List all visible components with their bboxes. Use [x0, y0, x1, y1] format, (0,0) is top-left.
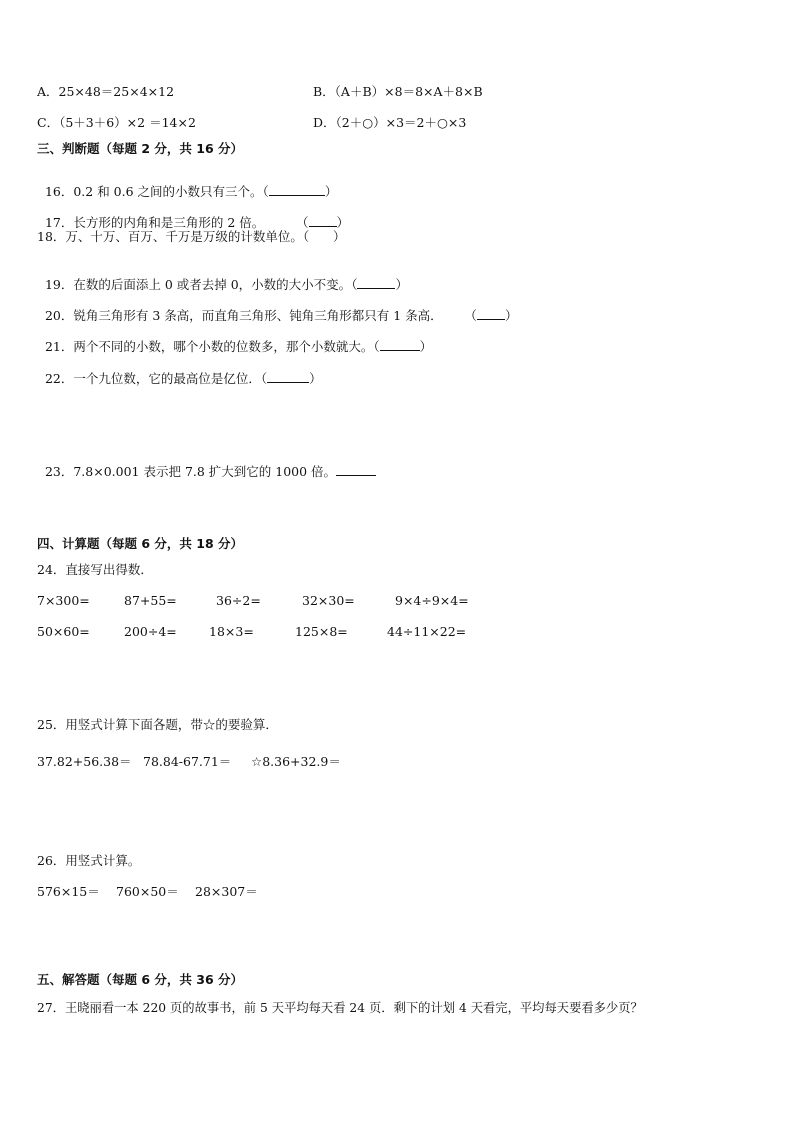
answer-paren-16: （ ）: [262, 184, 338, 199]
answer-blank-23[interactable]: [336, 463, 376, 476]
question-22: [37, 354, 322, 387]
calc-24-2: 87+55=: [124, 593, 177, 608]
question-16: [37, 167, 337, 200]
calc-24-5: 9×4÷9×4=: [395, 593, 469, 608]
question-23: [37, 447, 376, 480]
question-18: 18．万、十万、百万、千万是万级的计数单位。（ ）: [37, 229, 346, 244]
section-4-title: 四、计算题（每题 6 分，共 18 分）: [37, 536, 244, 551]
answer-paren-19: （ ）: [351, 277, 408, 292]
answer-paren-20: （ ）: [470, 308, 518, 323]
calc-24-9: 125×8=: [295, 624, 348, 639]
question-19-text: 19．在数的后面添上 0 或者去掉 0，小数的大小不变。: [44, 277, 352, 292]
option-b: B．（A＋B）×8＝8×A＋8×B: [313, 84, 483, 99]
answer-blank-17[interactable]: [309, 214, 337, 227]
calc-24-1: 7×300=: [37, 593, 90, 608]
calc-24-7: 200÷4=: [124, 624, 177, 639]
calc-24-6: 50×60=: [37, 624, 90, 639]
question-26-title: 26．用竖式计算。: [37, 853, 141, 868]
question-20: [37, 291, 517, 324]
answer-blank-20[interactable]: [477, 307, 505, 320]
answer-blank-19[interactable]: [357, 276, 395, 289]
calc-24-4: 32×30=: [302, 593, 355, 608]
section-3-title: 三、判断题（每题 2 分，共 16 分）: [37, 141, 244, 156]
calc-26-2: 760×50＝: [116, 884, 179, 899]
question-22-text: 22．一个九位数，它的最高位是亿位．: [44, 371, 261, 386]
answer-blank-21[interactable]: [380, 338, 420, 351]
question-24-title: 24．直接写出得数．: [37, 562, 153, 577]
answer-paren-22: （ ）: [260, 371, 322, 386]
question-21-text: 21．两个不同的小数，哪个小数的位数多，那个小数就大。: [44, 339, 374, 354]
calc-24-3: 36÷2=: [216, 593, 261, 608]
answer-paren-17: （ ）: [302, 215, 350, 230]
question-17-text: 17．长方形的内角和是三角形的 2 倍。: [44, 215, 265, 230]
question-16-text: 16．0.2 和 0.6 之间的小数只有三个。: [44, 184, 263, 199]
calc-26-1: 576×15＝: [37, 884, 100, 899]
question-17: [37, 198, 349, 231]
answer-blank-22[interactable]: [267, 370, 309, 383]
question-19: [37, 260, 408, 293]
calc-24-8: 18×3=: [209, 624, 254, 639]
section-5-title: 五、解答题（每题 6 分，共 36 分）: [37, 972, 244, 987]
option-c: C．（5＋3＋6）×2 ＝14×2: [37, 115, 196, 130]
question-21: [37, 322, 432, 355]
option-d: D．（2＋○）×3＝2＋○×3: [313, 115, 467, 130]
calc-26-3: 28×307＝: [195, 884, 258, 899]
question-20-text: 20．锐角三角形有 3 条高，而直角三角形、钝角三角形都只有 1 条高．: [44, 308, 443, 323]
calc-25-3: ☆8.36+32.9＝: [251, 754, 341, 769]
question-25-title: 25．用竖式计算下面各题，带☆的要验算．: [37, 717, 278, 732]
calc-24-10: 44÷11×22=: [387, 624, 467, 639]
option-a: A．25×48＝25×4×12: [37, 84, 175, 99]
calc-25-1: 37.82+56.38＝: [37, 754, 132, 769]
answer-blank-16[interactable]: [269, 183, 325, 196]
answer-paren-21: （ ）: [373, 339, 433, 354]
question-27: 27．王晓丽看一本 220 页的故事书，前 5 天平均每天看 24 页．剩下的计划 4 天看完，平均每天要看多少页？: [37, 1001, 643, 1015]
calc-25-2: 78.84-67.71＝: [143, 754, 232, 769]
question-23-text: 23．7.8×0.001 表示把 7.8 扩大到它的 1000 倍。: [44, 464, 337, 479]
